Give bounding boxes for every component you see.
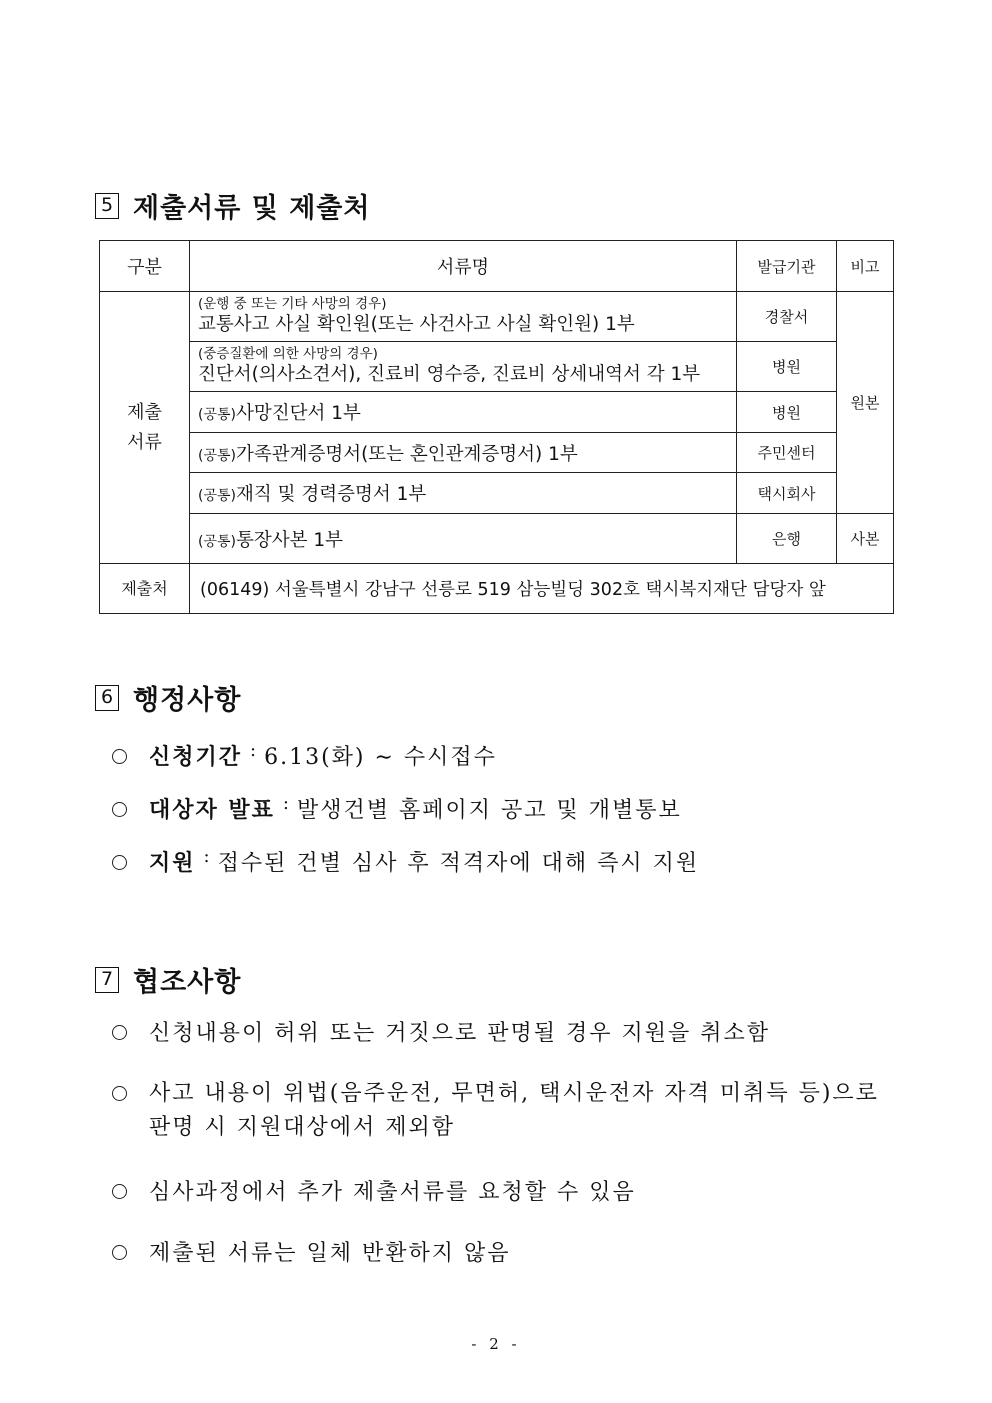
colon-separator: : [203, 846, 210, 867]
doc-prefix: (공통) [198, 533, 236, 550]
doc-note: (중증질환에 의한 사망의 경우) [198, 346, 378, 362]
table-row [100, 473, 894, 514]
doc-cell [190, 342, 737, 392]
list-item [112, 1175, 899, 1206]
item-text: 발생건별 홈페이지 공고 및 개별통보 [297, 798, 682, 823]
issuer-cell: 은행 [737, 514, 837, 564]
section7-title: 협조사항 [133, 967, 242, 998]
doc-main: 재직 및 경력증명서 1부 [235, 484, 427, 505]
section7-number-box: 7 [95, 967, 119, 993]
category-label-line1: 제출 [127, 401, 162, 423]
circle-bullet-icon [112, 855, 127, 870]
table-row [100, 342, 894, 392]
doc-main: 사망진단서 1부 [235, 403, 361, 424]
doc-prefix: (공통) [198, 407, 236, 423]
list-item [112, 793, 699, 824]
circle-bullet-icon [112, 1184, 127, 1199]
item-text: 6.13(화) ∼ 수시접수 [264, 745, 497, 770]
doc-prefix: (공통) [198, 447, 236, 464]
issuer-cell: 병원 [737, 392, 837, 433]
header-remark: 비고 [837, 241, 894, 292]
doc-cell [190, 292, 737, 342]
section6-heading [95, 678, 241, 717]
submit-label: 제출처 [100, 564, 190, 614]
submit-address: (06149) 서울특별시 강남구 선릉로 519 삼능빌딩 302호 택시복지재단 담당자 앞 [190, 564, 894, 614]
issuer-cell: 주민센터 [737, 433, 837, 473]
doc-prefix: (공통) [198, 488, 236, 504]
section5-heading [95, 186, 370, 225]
doc-cell [190, 392, 737, 433]
section6-list [112, 740, 699, 877]
item-label: 대상자 발표 [149, 797, 275, 823]
circle-bullet-icon [112, 802, 127, 817]
section7-heading [95, 960, 241, 999]
item-text: 제출된 서류는 일체 반환하지 않음 [149, 1241, 511, 1266]
doc-cell [190, 473, 737, 514]
table-row [100, 433, 894, 473]
list-item [112, 846, 699, 877]
header-issuer: 발급기관 [737, 241, 837, 292]
submit-row [100, 564, 894, 614]
doc-main: 진단서(의사소견서), 진료비 영수증, 진료비 상세내역서 각 1부 [198, 364, 701, 385]
list-item [112, 1016, 899, 1047]
item-text: 접수된 건별 심사 후 적격자에 대해 즉시 지원 [217, 851, 700, 876]
item-text: 심사과정에서 추가 제출서류를 요청할 수 있음 [149, 1180, 636, 1205]
circle-bullet-icon [112, 749, 127, 764]
header-category: 구분 [100, 241, 190, 292]
circle-bullet-icon [112, 1025, 127, 1040]
item-label: 신청기간 [149, 744, 243, 770]
circle-bullet-icon [112, 1245, 127, 1260]
item-text: 신청내용이 허위 또는 거짓으로 판명될 경우 지원을 취소함 [149, 1021, 771, 1046]
list-item [112, 740, 699, 771]
doc-main: 교통사고 사실 확인원(또는 사건사고 사실 확인원) 1부 [198, 314, 635, 335]
doc-main: 통장사본 1부 [235, 529, 343, 551]
doc-cell [190, 514, 737, 564]
header-doc-name: 서류명 [190, 241, 737, 292]
issuer-cell: 택시회사 [737, 473, 837, 514]
list-item [112, 1077, 899, 1145]
colon-separator: : [250, 740, 257, 761]
documents-table [99, 240, 894, 614]
issuer-cell: 병원 [737, 342, 837, 392]
section5-title: 제출서류 및 제출처 [133, 193, 371, 224]
remark-copy-cell: 사본 [837, 514, 894, 564]
circle-bullet-icon [112, 1086, 127, 1101]
section7-list [112, 1016, 899, 1267]
section5-number-box: 5 [95, 193, 119, 219]
doc-main: 가족관계증명서(또는 혼인관계증명서) 1부 [235, 443, 578, 465]
list-item [112, 1236, 899, 1267]
doc-cell [190, 433, 737, 473]
item-label: 지원 [149, 850, 196, 876]
remark-original-cell: 원본 [837, 292, 894, 514]
category-cell [100, 292, 190, 564]
colon-separator: : [282, 793, 289, 814]
table-header-row [100, 241, 894, 292]
category-label-line2: 서류 [127, 431, 162, 453]
section6-number-box: 6 [95, 685, 119, 711]
issuer-cell: 경찰서 [737, 292, 837, 342]
table-row [100, 514, 894, 564]
page-number: - 2 - [471, 1335, 521, 1353]
doc-note: (운행 중 또는 기타 사망의 경우) [198, 296, 387, 312]
item-text: 사고 내용이 위법(음주운전, 무면허, 택시운전자 자격 미취득 등)으로 판명 시 지원대상에서 제외함 [149, 1081, 879, 1140]
table-row [100, 292, 894, 342]
section6-title: 행정사항 [133, 685, 242, 716]
table-row [100, 392, 894, 433]
